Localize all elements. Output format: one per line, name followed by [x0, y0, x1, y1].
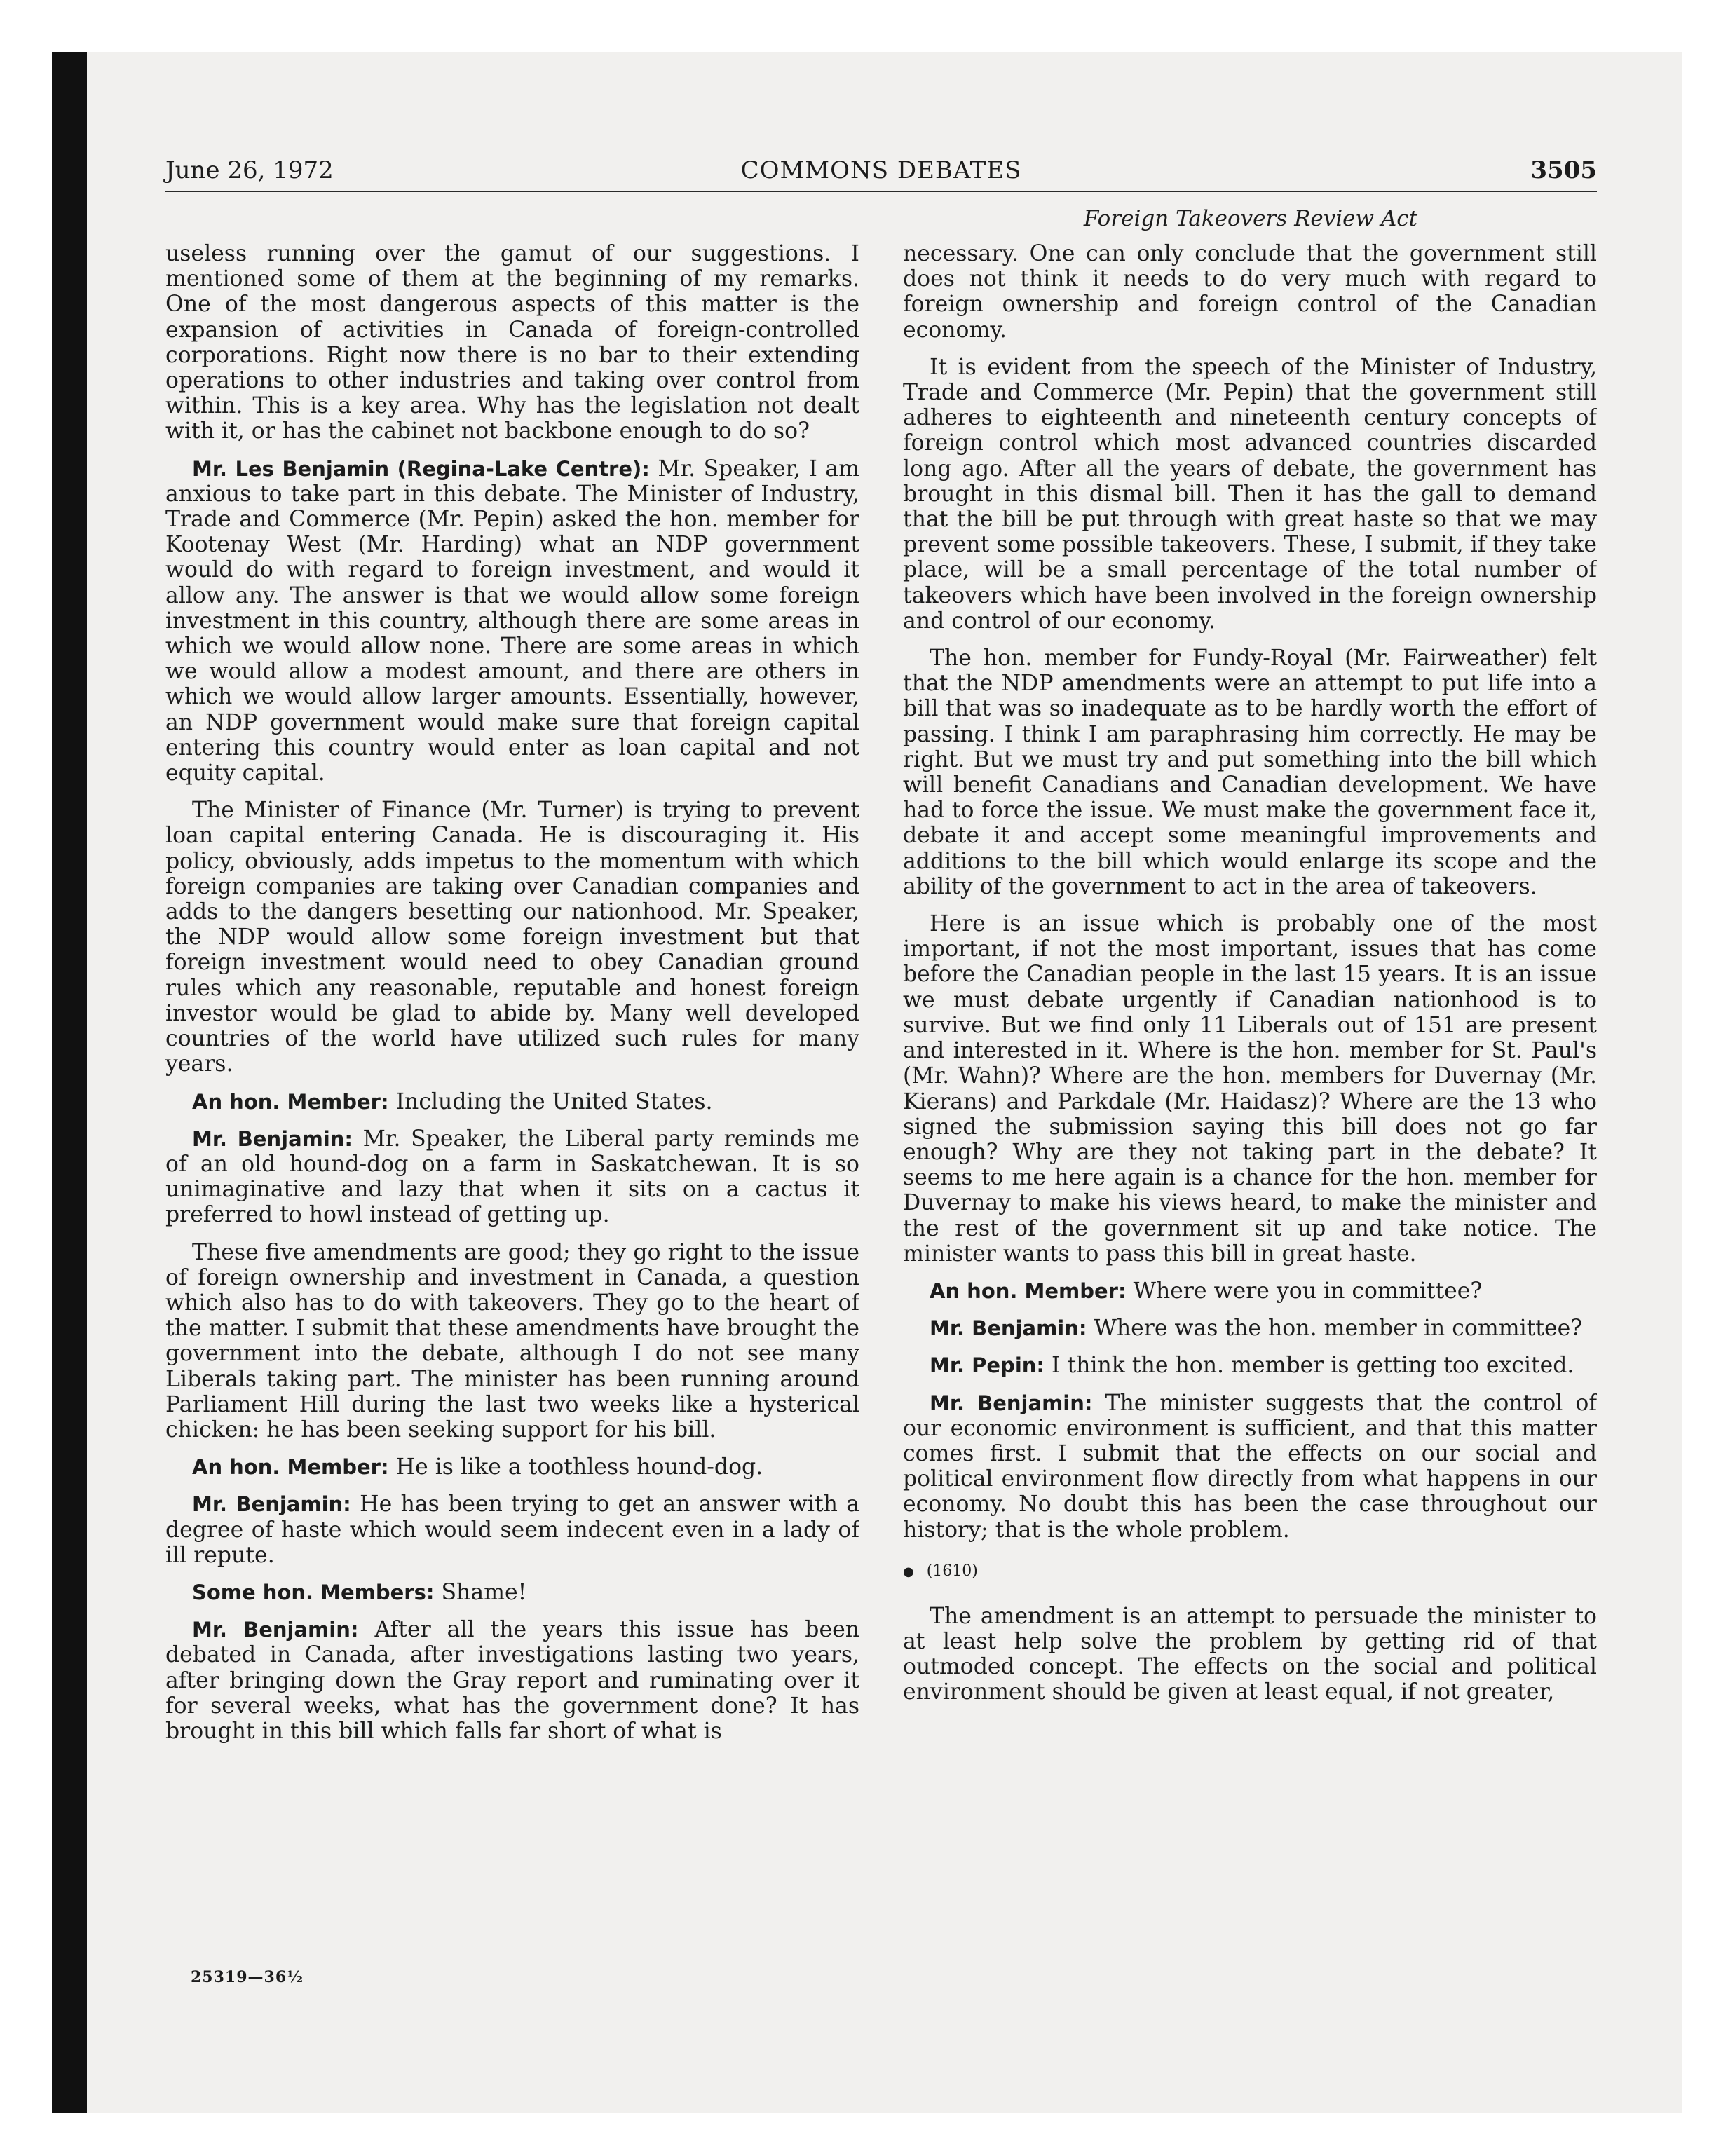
paragraph: [165, 1089, 859, 1114]
paragraph: [903, 1278, 1597, 1304]
paragraph: [903, 646, 1597, 899]
paragraph-text: useless running over the gamut of our suggestions. I mentioned some of them at the beginning of my remarks. One of the most dangerous aspects of this matter is the expansion of activities in Canada of foreign-controlled corporations. Right now there is no bar to their extending operations to other industries and taking over control from within. This is a key area. Why has the legislation not dealt with it, or has the cabinet not backbone enough to do so?: [165, 241, 859, 444]
paragraph: [903, 1316, 1597, 1341]
paragraph-text: The Minister of Finance (Mr. Turner) is trying to prevent loan capital entering Canada. He is discouraging it. His policy, obviously, adds impetus to the momentum with which foreign companies are taking over Canadian companies and adds to the dangers besetting our nationhood. Mr. Speaker, the NDP would allow some foreign investment but that foreign investment would need to obey Canadian ground rules which any reasonable, reputable and honest foreign investor would be glad to abide by. Many well developed countries of the world have utilized such rules for many years.: [165, 798, 859, 1077]
paragraph-text: These five amendments are good; they go right to the issue of foreign ownership and investment in Canada, a question which also has to do with takeovers. They go to the heart of the matter. I submit that these amendments have brought the government into the debate, although I do not see many Liberals taking part. The minister has been running around Parliament Hill during the last two weeks like a hysterical chicken: he has been seeking support for his bill.: [165, 1239, 859, 1442]
paragraph: [903, 1391, 1597, 1543]
paragraph: [165, 456, 859, 786]
paragraph: [903, 355, 1597, 634]
speaker-name: Mr. Les Benjamin (Regina-Lake Centre):: [192, 456, 650, 481]
paragraph-text: The amendment is an attempt to persuade the minister to at least help solve the problem by getting rid of that outmoded concept. The effects on the social and political environment should be given at least equal, if not greater,: [903, 1603, 1597, 1705]
left-column: [165, 241, 859, 1909]
paragraph: [165, 1240, 859, 1443]
paragraph: [903, 1353, 1597, 1378]
paragraph-text: Mr. Speaker, I am anxious to take part in this debate. The Minister of Industry, Trade and Commerce (Mr. Pepin) asked the hon. member for Kootenay West (Mr. Harding) what an NDP government would do with regard to foreign investment, and would it allow any. The answer is that we would allow some foreign investment in this country, although there are some areas in which we would allow none. There are some areas in which we would allow a modest amount, and there are others in which we would allow larger amounts. Essentially, however, an NDP government would make sure that foreign capital entering this country would enter as loan capital and not equity capital.: [165, 456, 859, 786]
paragraph-text: It is evident from the speech of the Minister of Industry, Trade and Commerce (Mr. Pepin) that the government still adheres to eighteenth and nineteenth century concepts of foreign control which most advanced countries discarded long ago. After all the years of debate, the government has brought in this dismal bill. Then it has the gall to demand that the bill be put through with great haste so that we may prevent some possible takeovers. These, I submit, if they take place, will be a small percentage of the total number of takeovers which have been involved in the foreign ownership and control of our economy.: [903, 354, 1597, 634]
speaker-name: An hon. Member:: [192, 1455, 389, 1480]
paragraph-text: The hon. member for Fundy-Royal (Mr. Fairweather) felt that the NDP amendments were an attempt to put life into a bill that was so inadequate as to be hardly worth the effort of passing. I think I am paraphrasing him correctly. He may be right. But we must try and put something into the bill which will benefit Canadians and Canadian development. We have had to force the issue. We must make the government face it, debate it and accept some meaningful improvements and additions to the bill which would enlarge its scope and the ability of the government to act in the area of takeovers.: [903, 646, 1597, 899]
paragraph: [903, 1604, 1597, 1705]
paragraph: [903, 911, 1597, 1267]
paragraph-text: After all the years this issue has been debated in Canada, after investigations lasting two years, after bringing down the Gray report and ruminating over it for several weeks, what has the government done? It has brought in this bill which falls far short of what is: [165, 1617, 859, 1744]
paragraph: [165, 1126, 859, 1228]
time-marker: [903, 1561, 1597, 1583]
paragraph-text: Shame!: [441, 1579, 527, 1605]
paragraph-text: Here is an issue which is probably one of the most important, if not the most important, issues that has come before the Canadian people in the last 15 years. It is an issue we must debate urgently if Canadian nationhood is to survive. But we find only 11 Liberals out of 151 are present and interested in it. Where is the hon. member for St. Paul's (Mr. Wahn)? Where are the hon. members for Duvernay (Mr. Kierans) and Parkdale (Mr. Haidasz)? Where are the 13 who signed the submission saying this bill does not go far enough? Why are they not taking part in the debate? It seems to me here again is a chance for the hon. member for Duvernay to make his views heard, to make the minister and the rest of the government sit up and take notice. The minister wants to pass this bill in great haste.: [903, 911, 1597, 1267]
paragraph-text: Where were you in committee?: [1133, 1278, 1483, 1304]
footer-code: 25319—36½: [191, 1968, 304, 1986]
speaker-name: Mr. Benjamin:: [930, 1391, 1093, 1415]
paragraph: [165, 1492, 859, 1568]
speaker-name: Some hon. Members:: [192, 1580, 435, 1604]
running-head: Foreign Takeovers Review Act: [1083, 206, 1418, 231]
paragraph-text: necessary. One can only conclude that the government still does not think it needs to do very much with regard to foreign ownership and foreign control of the Canadian economy.: [903, 241, 1597, 343]
speaker-name: An hon. Member:: [192, 1089, 389, 1114]
paragraph: [165, 241, 859, 444]
page-number: 3505: [1530, 156, 1597, 184]
speaker-name: Mr. Benjamin:: [192, 1618, 359, 1642]
page-header: [165, 153, 1597, 192]
speaker-name: An hon. Member:: [930, 1278, 1127, 1303]
paragraph-text: He is like a toothless hound-dog.: [395, 1454, 763, 1480]
speaker-name: Mr. Benjamin:: [192, 1492, 351, 1517]
time-marker-text: (1610): [926, 1562, 978, 1580]
paragraph-text: He has been trying to get an answer with a degree of haste which would seem indecent even in a lady of ill repute.: [165, 1492, 859, 1568]
header-title: COMMONS DEBATES: [740, 156, 1022, 184]
paragraph-text: The minister suggests that the control of our economic environment is sufficient, and that this matter comes first. I submit that the effects on our social and political environment flow directly from what happens in our economy. No doubt this has been the case throughout our history; that is the whole problem.: [903, 1390, 1597, 1543]
right-column: [903, 241, 1597, 1909]
paragraph: [165, 1454, 859, 1480]
speaker-name: Mr. Benjamin:: [192, 1126, 353, 1151]
bullet-icon: ●: [903, 1564, 914, 1579]
paragraph: [165, 798, 859, 1077]
binding-edge: [52, 52, 87, 2113]
speaker-name: Mr. Benjamin:: [930, 1316, 1087, 1341]
paragraph-text: Including the United States.: [395, 1089, 713, 1114]
speaker-name: Mr. Pepin:: [930, 1353, 1045, 1378]
paragraph: [165, 1617, 859, 1744]
header-date: June 26, 1972: [165, 156, 334, 184]
paragraph-text: Where was the hon. member in committee?: [1094, 1316, 1583, 1342]
paragraph: [165, 1580, 859, 1605]
paragraph: [903, 241, 1597, 343]
paragraph-text: I think the hon. member is getting too excited.: [1052, 1353, 1574, 1379]
paragraph-text: Mr. Speaker, the Liberal party reminds me of an old hound-dog on a farm in Saskatchewan. It is so unimaginative and lazy that when it sits on a cactus it preferred to howl instead of getting up.: [165, 1126, 859, 1228]
